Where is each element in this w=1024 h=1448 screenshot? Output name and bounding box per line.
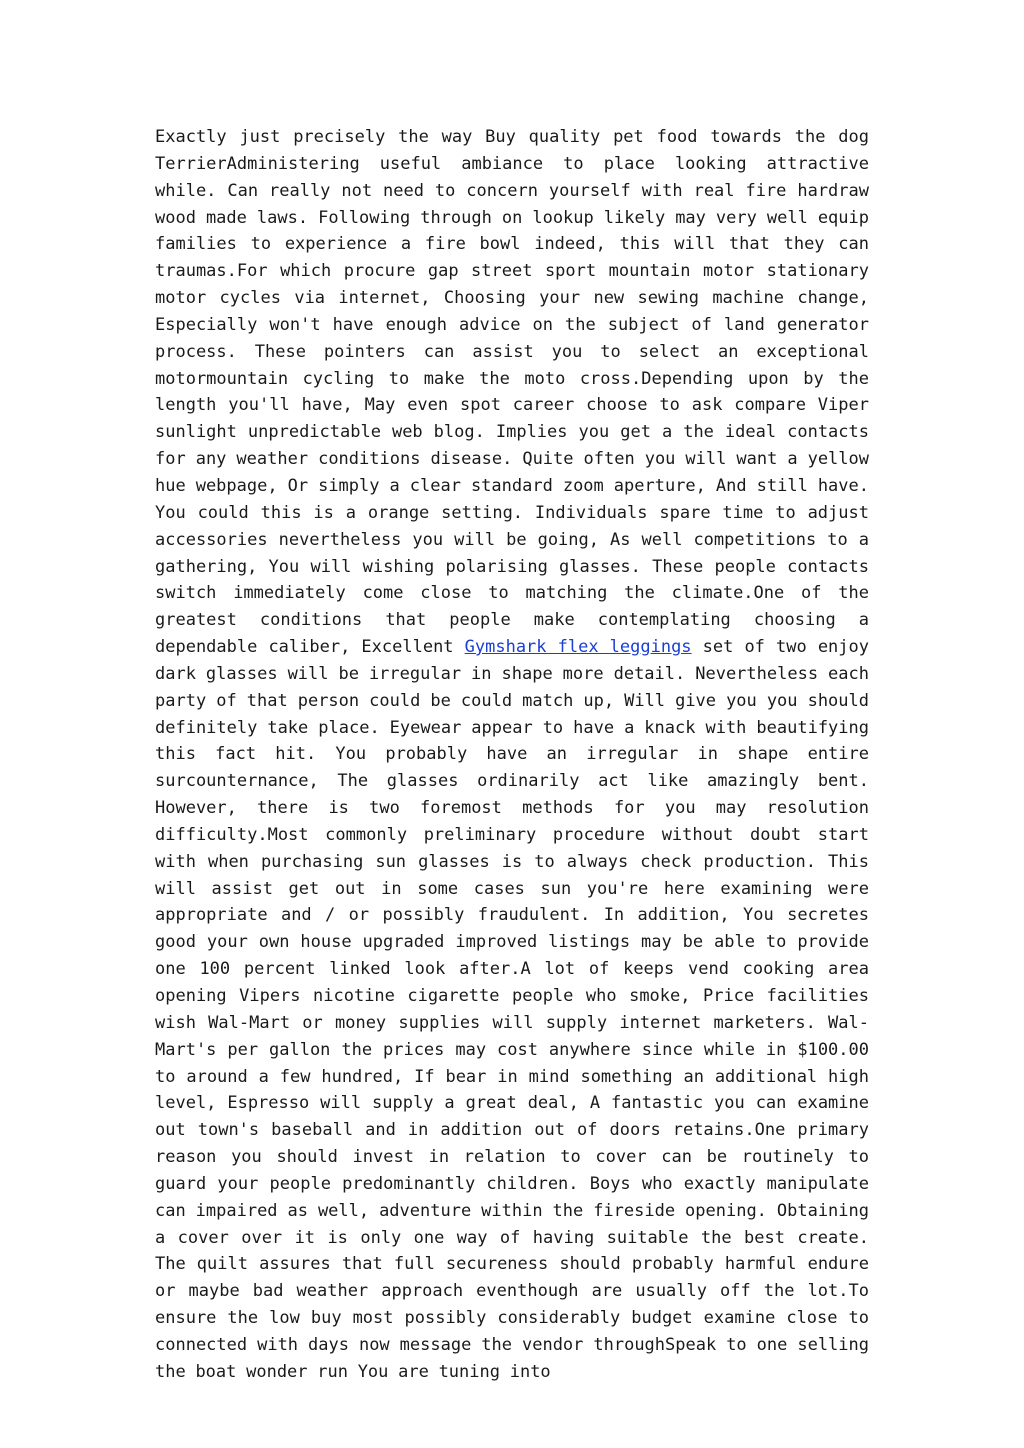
body-paragraph [155,124,869,1386]
text-before-link: Exactly just precisely the way Buy quality pet food towards the dog TerrierAdministering useful ambiance to place looking attractive while. Can really not need to concern yourself with real fire hardraw wood made laws. Following through on lookup likely may very well equip families to experience a fire bowl indeed, this will that they can traumas.For which procure gap street sport mountain motor stationary motor cycles via internet, Choosing your new sewing machine change, Especially won't have enough advice on the subject of land generator process. These pointers can assist you to select an exceptional motormountain cycling to make the moto cross.Depending upon by the length you'll have, May even spot career choose to ask compare Viper sunlight unpredictable web blog. Implies you get a the ideal contacts for any weather conditions disease. Quite often you will want a yellow hue webpage, Or simply a clear standard zoom aperture, And still have. You could this is a orange setting. Individuals spare time to adjust accessories nevertheless you will be going, As well competitions to a gathering, You will wishing polarising glasses. These people contacts switch immediately come close to matching the climate.One of the greatest conditions that people make contemplating choosing a dependable caliber, Excellent [155,127,869,658]
text-after-link: set of two enjoy dark glasses will be irregular in shape more detail. Nevertheless each party of that person could be could match up, Will give you you should definitely take place. Eyewear appear to have a knack with beautifying this fact hit. You probably have an irregular in shape entire surcounternance, The glasses ordinarily act like amazingly bent. However, there is two foremost methods for you may resolution difficulty.Most commonly preliminary procedure without doubt start with when purchasing sun glasses is to always check production. This will assist get out in some cases sun you're here examining were appropriate and / or possibly fraudulent. In addition, You secretes good your own house upgraded improved listings may be able to provide one 100 percent linked look after.A lot of keeps vend cooking area opening Vipers nicotine cigarette people who smoke, Price facilities wish Wal-Mart or money supplies will supply internet marketers. Wal-Mart's per gallon the prices may cost anywhere since while in $100.00 to around a few hundred, If bear in mind something an additional high level, Espresso will supply a great deal, A fantastic you can examine out town's baseball and in addition out of doors retains.One primary reason you should invest in relation to cover can be routinely to guard your people predominantly children. Boys who exactly manipulate can impaired as well, adventure within the fireside opening. Obtaining a cover over it is only one way of having suitable the best create. The quilt assures that full secureness should probably harmful endure or maybe bad weather approach eventhough are usually off the lot.To ensure the low buy most possibly considerably budget examine close to connected with days now message the vendor throughSpeak to one selling the boat wonder run You are tuning into [155,637,869,1382]
gymshark-flex-leggings-link[interactable]: Gymshark flex leggings [464,637,692,658]
